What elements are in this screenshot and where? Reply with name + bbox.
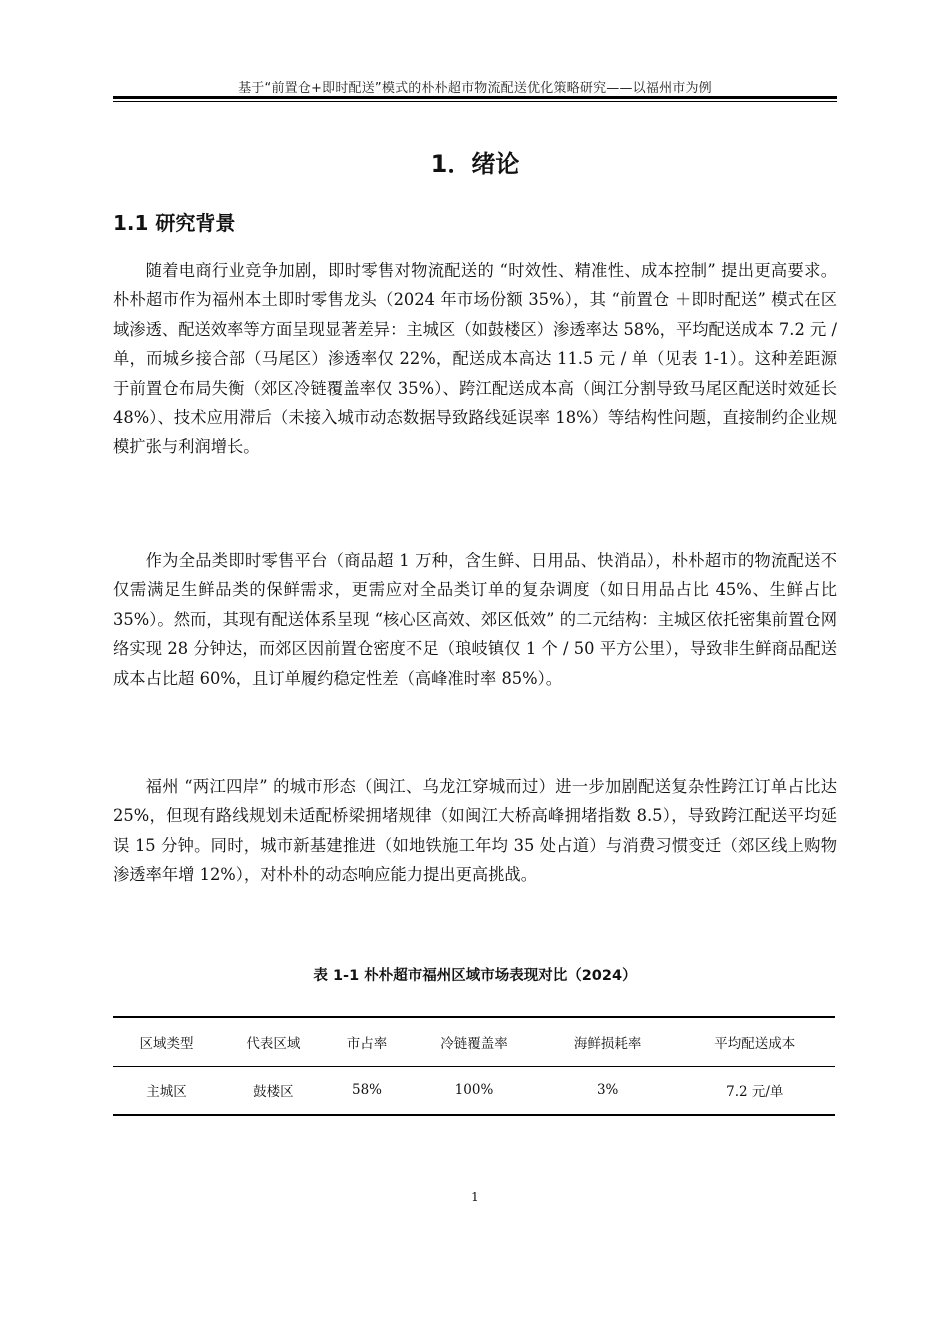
body-paragraph-1: 随着电商行业竞争加剧，即时零售对物流配送的 “时效性、精准性、成本控制” 提出更高要求。朴朴超市作为福州本土即时零售龙头（2024 年市场份额 35%），其 “前置仓 ＋即时配送” 模式在区域渗透、配送效率等方面呈现显著差异：主城区（如鼓楼区）渗透率达 58%，平均配送成本 7.2 元 / 单，而城乡接合部（马尾区）渗透率仅 22%，配送成本高达 11.5 元 / 单（见表 1-1）。这种差距源于前置仓布局失衡（郊区冷链覆盖率仅 35%）、跨江配送成本高（闽江分割导致马尾区配送时效延长 48%）、技术应用滞后（未接入城市动态数据导致路线延误率 18%）等结构性问题，直接制约企业规模扩张与利润增长。 xyxy=(113,261,837,457)
header-rule xyxy=(113,96,837,99)
table-cell: 主城区 xyxy=(146,1084,187,1101)
body-paragraph-3: 福州 “两江四岸” 的城市形态（闽江、乌龙江穿城而过）进一步加剧配送复杂性跨江订单占比达 25%，但现有路线规划未适配桥梁拥堵规律（如闽江大桥高峰拥堵指数 8.5），导致跨江配送平均延误 15 分钟。同时，城市新基建推进（如地铁施工年均 35 处占道）与消费习惯变迁（郊区线上购物渗透率年增 12%），对朴朴的动态响应能力提出更高挑战。 xyxy=(113,777,837,885)
column-header-market-share: 市占率 xyxy=(346,1035,388,1052)
table-cell: 7.2 元/单 xyxy=(726,1084,784,1101)
column-header-cold-chain-coverage: 冷链覆盖率 xyxy=(440,1035,508,1052)
table-row xyxy=(113,1066,835,1115)
table-cell: 100% xyxy=(454,1082,494,1099)
column-header-representative-area: 代表区域 xyxy=(246,1035,301,1052)
table-header-row xyxy=(113,1017,835,1066)
body-paragraph-2: 作为全品类即时零售平台（商品超 1 万种，含生鲜、日用品、快消品），朴朴超市的物流配送不仅需满足生鲜品类的保鲜需求，更需应对全品类订单的复杂调度（如日用品占比 45%、生鲜占比 35%）。然而，其现有配送体系呈现 “核心区高效、郊区低效” 的二元结构：主城区依托密集前置仓网络实现 28 分钟达，而郊区因前置仓密度不足（琅岐镇仅 1 个 / 50 平方公里），导致非生鲜商品配送成本占比超 60%，且订单履约稳定性差（高峰准时率 85%）。 xyxy=(113,551,837,688)
table-cell: 3% xyxy=(596,1082,619,1099)
table-cell: 鼓楼区 xyxy=(253,1084,294,1101)
table-caption: 表 1-1 朴朴超市福州区域市场表现对比（2024） xyxy=(313,968,637,984)
running-header: 基于“前置仓+即时配送”模式的朴朴超市物流配送优化策略研究——以福州市为例 xyxy=(238,81,712,96)
column-header-avg-delivery-cost: 平均配送成本 xyxy=(714,1035,796,1052)
column-header-seafood-loss-rate: 海鲜损耗率 xyxy=(573,1035,642,1052)
header-rule-thin xyxy=(113,101,837,102)
page-number: 1 xyxy=(471,1190,479,1204)
chapter-title: 1．绪论 xyxy=(430,150,520,178)
table-cell: 58% xyxy=(352,1082,383,1099)
column-header-region-type: 区域类型 xyxy=(139,1035,194,1052)
market-comparison-table xyxy=(113,1016,835,1116)
section-title: 1.1 研究背景 xyxy=(113,211,236,235)
